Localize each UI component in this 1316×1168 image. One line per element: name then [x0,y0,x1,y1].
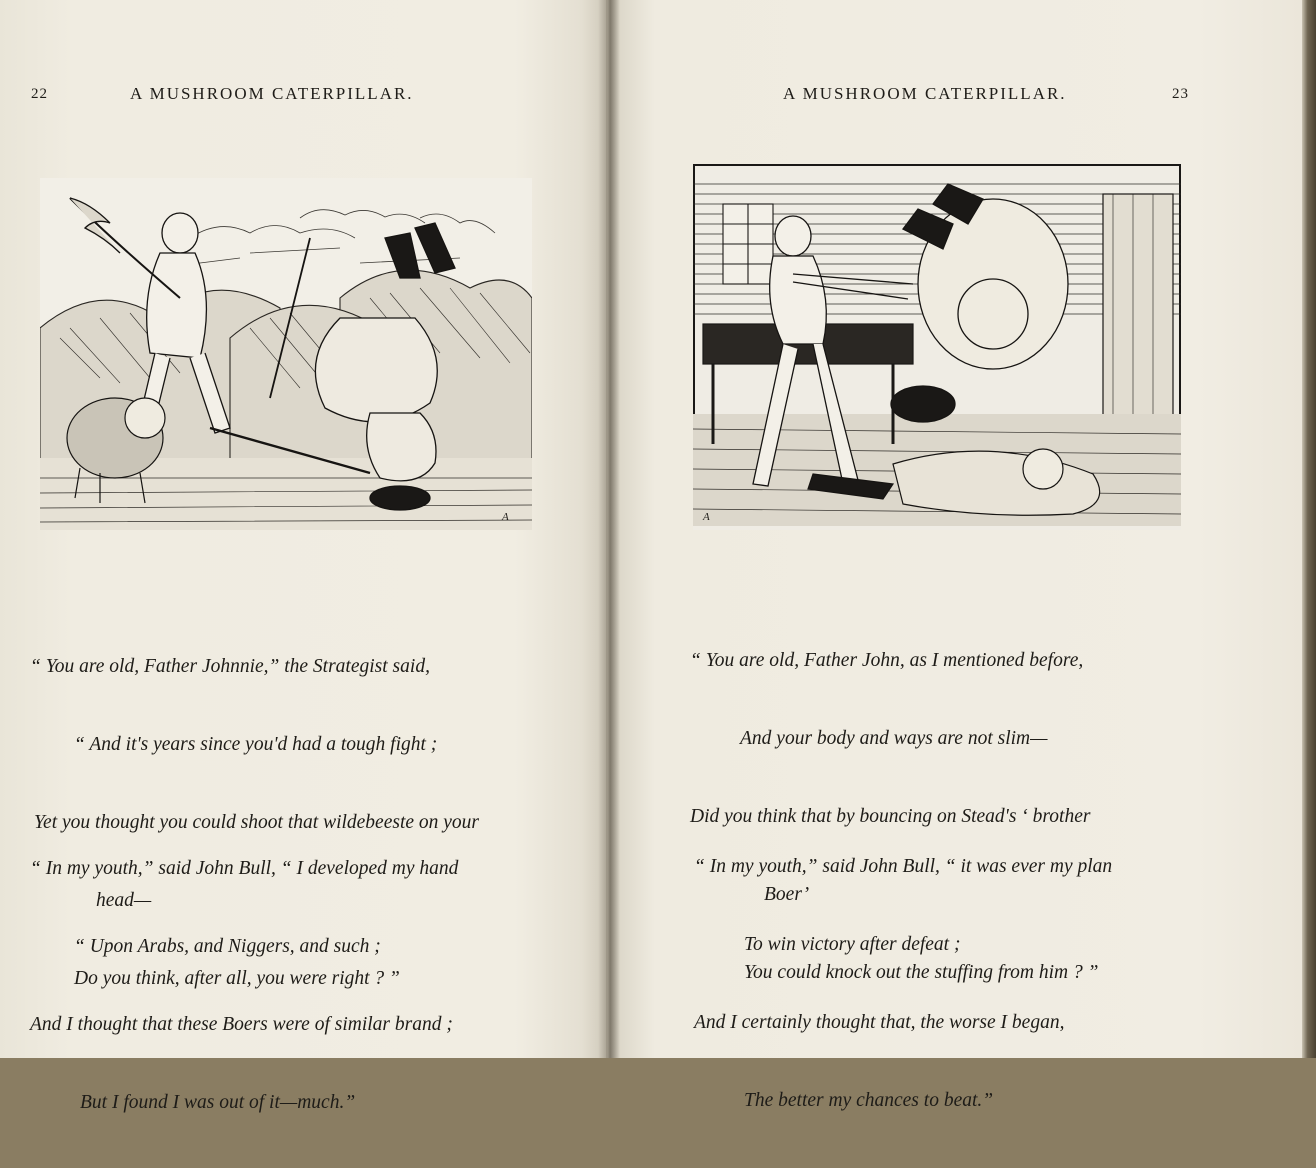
verse-line: head— [96,890,152,911]
verse-line: To win victory after defeat ; [744,934,961,955]
verse-line: “ You are old, Father John, as I mentioned before, [690,650,1084,671]
left-stanza-2 [30,804,458,1168]
right-illustration [693,164,1181,530]
verse-line: Boer’ [764,884,810,905]
right-running-head: A MUSHROOM CATERPILLAR. [783,84,1067,103]
verse-line: Yet you thought you could shoot that wildebeeste on your [34,812,480,833]
verse-line: But I found I was out of it—much.” [80,1092,356,1113]
verse-line: Did you think that by bouncing on Stead's ‘ brother [690,806,1091,827]
right-illustration-signature: A [703,511,710,523]
satirical-cartoon-icon [693,164,1181,530]
left-illustration-signature: A [502,511,509,523]
verse-line: And I thought that these Boers were of similar brand ; [30,1014,453,1035]
verse-line: The better my chances to beat.” [744,1090,994,1111]
verse-line: And your body and ways are not slim— [740,728,1048,749]
verse-line: “ You are old, Father Johnnie,” the Strategist said, [30,656,430,677]
right-page-number: 23 [1172,86,1189,102]
left-running-head: A MUSHROOM CATERPILLAR. [130,84,414,103]
verse-line: You could knock out the stuffing from him ? ” [744,962,1099,983]
verse-line: “ And it's years since you'd had a tough fight ; [74,734,438,755]
book-cover-edge [1302,0,1316,1058]
verse-line: “ In my youth,” said John Bull, “ I developed my hand [30,858,459,879]
verse-line: “ In my youth,” said John Bull, “ it was ever my plan [694,856,1113,877]
verse-line: Do you think, after all, you were right ? ” [74,968,400,989]
verse-line: “ Upon Arabs, and Niggers, and such ; [74,936,381,957]
left-page-number: 22 [31,86,48,102]
book-gutter [598,0,620,1058]
left-illustration [40,178,532,530]
satirical-cartoon-icon [40,178,532,530]
right-stanza-2 [694,802,1112,1166]
verse-line: And I certainly thought that, the worse I began, [694,1012,1065,1033]
